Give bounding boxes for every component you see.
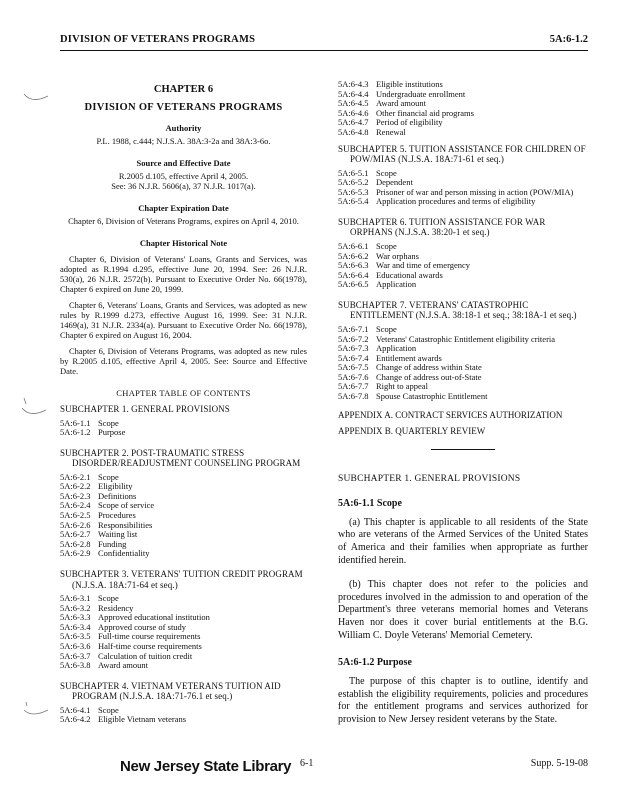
toc-entry-title: Scope [376,167,397,178]
toc-entry-title: Other financial aid programs [376,107,474,118]
toc-entry-number: 5A:6-2.1 [60,471,91,482]
toc-entry [338,392,588,402]
toc-entry-number: 5A:6-7.7 [338,381,369,392]
toc-entry-title: Eligibility [98,481,133,492]
toc-entry-title: Funding [98,538,127,549]
toc-subchapter-title: SUBCHAPTER 2. POST-TRAUMATIC STRESS DISORDER/READJUSTMENT COUNSELING PROGRAM [60,447,301,469]
expiration-heading: Chapter Expiration Date [138,203,229,213]
toc-continued-entries [338,80,588,138]
toc-subchapter-title: SUBCHAPTER 5. TUITION ASSISTANCE FOR CHILDREN OF POW/MIAS (N.J.S.A. 18A:71-61 et seq.) [338,143,586,165]
toc-entry-title: Change of address within State [376,362,482,373]
toc-entry-number: 5A:6-5.3 [338,186,369,197]
toc-entry-title: Confidentiality [98,548,150,559]
margin-mark-icon [22,90,50,104]
toc-entries [60,594,307,671]
toc-entry-title: Scope [376,240,397,251]
left-column [60,62,307,725]
toc-entry-number: 5A:6-7.4 [338,352,369,363]
toc-entry-number: 5A:6-7.5 [338,362,369,373]
toc-entry-title: Scope of service [98,500,155,511]
toc-entry [60,661,307,671]
toc-entry-number: 5A:6-1.2 [60,427,91,438]
toc-entry-title: Eligible Vietnam veterans [98,714,187,725]
toc-entries [60,473,307,559]
margin-mark-icon [20,396,48,420]
toc-entry-number: 5A:6-6.2 [338,250,369,261]
historical-paragraph: Chapter 6, Division of Veterans' Loans, Grants and Services, was adopted as R.1994 d.295, effective June 20, 1994. See: 26 N.J.R. 530(a), 26 N.J.R. 2572(b). Pursuant to Executive Order No. 66(1978), Chapter 6 expired on June 20, 1999. [60,254,307,294]
toc-entry-title: War orphans [376,250,419,261]
source-heading: Source and Effective Date [136,158,231,168]
toc-entry-title: Full-time course requirements [98,631,201,642]
historical-note-heading: Chapter Historical Note [139,238,228,248]
toc-entry-title: Residency [98,602,134,613]
toc-entry-number: 5A:6-3.8 [60,660,91,671]
toc-entry-title: Change of address out-of-State [376,371,482,382]
section-heading: 5A:6-1.1 Scope [338,497,402,509]
toc-entry-title: Right to appeal [376,381,428,392]
toc-entry-number: 5A:6-3.3 [60,612,91,623]
toc-entry-title: Dependent [376,177,413,188]
toc-entry-title: War and time of emergency [376,260,471,271]
right-column [338,80,588,727]
toc-entry [338,280,588,290]
toc-entry-number: 5A:6-6.3 [338,260,369,271]
toc-entry-number: 5A:6-4.2 [60,714,91,725]
toc-title: CHAPTER TABLE OF CONTENTS [116,388,251,398]
source-line: See: 36 N.J.R. 5606(a), 37 N.J.R. 1017(a). [111,181,256,191]
toc-entry-title: Award amount [98,660,148,671]
toc-entry-number: 5A:6-6.5 [338,279,369,290]
toc-entries [338,242,588,290]
historical-paragraph: Chapter 6, Division of Veterans Programs, was adopted as new rules by R.2005 d.105, effective April 4, 2005. See: Source and Effective Date. [60,346,307,376]
toc-entry-number: 5A:6-5.1 [338,167,369,178]
section-paragraph: (a) This chapter is applicable to all residents of the State who are veterans of the Armed Services of the United States of America and their families when appropriate as further identified herein. [338,516,588,567]
appendix-a: APPENDIX A. CONTRACT SERVICES AUTHORIZATION [338,409,563,420]
toc-entry-title: Spouse Catastrophic Entitlement [376,391,488,402]
toc-entry [60,549,307,559]
toc-entry-title: Renewal [376,126,406,137]
section-divider [431,449,495,450]
toc-entry-title: Application [376,279,417,290]
toc-entry-title: Award amount [376,98,426,109]
source-line: R.2005 d.105, effective April 4, 2005. [118,171,249,181]
toc-subchapter-title: SUBCHAPTER 3. VETERANS' TUITION CREDIT PROGRAM (N.J.S.A. 18A:71-64 et seq.) [60,569,303,590]
toc-entry-number: 5A:6-2.2 [60,481,91,492]
toc-entry-number: 5A:6-4.7 [338,117,369,128]
expiration-text: Chapter 6, Division of Veterans Programs, expires on April 4, 2010. [68,216,299,226]
toc-entry-number: 5A:6-4.3 [338,79,369,89]
toc-entry [60,715,307,725]
toc-entry [338,197,588,207]
toc-entry-number: 5A:6-5.2 [338,177,369,188]
toc-entry-number: 5A:6-3.6 [60,641,91,651]
toc-entry-number: 5A:6-4.5 [338,98,369,109]
toc-entry-number: 5A:6-4.1 [60,704,91,715]
toc-entry-title: Scope [376,323,397,334]
chapter-heading: CHAPTER 6 [153,84,214,95]
section-heading: 5A:6-1.2 Purpose [338,656,412,668]
toc-entries [338,169,588,207]
page-number: 6-1 [300,758,314,769]
toc-entry-number: 5A:6-3.4 [60,621,91,632]
toc-entry-title: Application [376,343,417,354]
toc-entry-title: Undergraduate enrollment [376,88,466,99]
toc-entry-title: Half-time course requirements [98,641,202,651]
toc-entry-number: 5A:6-2.8 [60,538,91,549]
margin-mark-icon [22,700,50,720]
toc-entry-number: 5A:6-7.2 [338,333,369,344]
toc-entry-number: 5A:6-3.2 [60,602,91,613]
toc-entries [60,419,307,438]
toc-entry-title: Definitions [98,490,137,501]
supplement-date: Supp. 5-19-08 [530,758,588,769]
toc-entry-number: 5A:6-3.5 [60,631,91,642]
toc-entry-title: Approved course of study [98,621,187,632]
toc-entry-number: 5A:6-4.6 [338,107,369,118]
toc-right [338,144,588,402]
toc-entry-title: Eligible institutions [376,79,443,89]
toc-entry-number: 5A:6-7.8 [338,391,369,402]
toc-entry-title: Scope [98,593,119,604]
toc-left [60,404,307,725]
toc-subchapter-title: SUBCHAPTER 7. VETERANS' CATASTROPHIC ENTITLEMENT (N.J.S.A. 38:18-1 et seq.; 38:18A-1 et seq.) [338,299,577,321]
toc-entry-title: Prisoner of war and person missing in action (POW/MIA) [376,186,574,197]
toc-subchapter-title: SUBCHAPTER 6. TUITION ASSISTANCE FOR WAR ORPHANS (N.J.S.A. 38:20-1 et seq.) [338,216,546,238]
toc-subchapter-title: SUBCHAPTER 4. VIETNAM VETERANS TUITION AID PROGRAM (N.J.S.A. 18A:71-76.1 et seq.) [60,680,281,702]
division-heading: DIVISION OF VETERANS PROGRAMS [84,102,283,113]
toc-entry-title: Educational awards [376,269,443,280]
toc-entry-title: Waiting list [98,529,138,540]
toc-entry-title: Calculation of tuition credit [98,650,193,661]
toc-entry-number: 5A:6-4.8 [338,126,369,137]
body-subchapter-heading: SUBCHAPTER 1. GENERAL PROVISIONS [338,473,521,484]
toc-entries [60,706,307,725]
toc-entry-number: 5A:6-2.3 [60,490,91,501]
toc-entry-number: 5A:6-7.6 [338,371,369,382]
toc-entry [60,428,307,438]
toc-entry-title: Scope [98,704,119,715]
header-section-number: 5A:6-1.2 [549,34,588,45]
toc-entry-title: Veterans' Catastrophic Entitlement eligibility criteria [376,333,556,344]
historical-note [60,254,307,376]
toc-entry-title: Purpose [98,427,126,438]
appendix-b: APPENDIX B. QUARTERLY REVIEW [338,425,486,436]
section-paragraph: The purpose of this chapter is to outline, identify and establish the eligibility requirements, policies and procedures for the entitlement programs and services authorized for provision to New Jersey resident veterans by the State. [338,675,588,726]
toc-entry-number: 5A:6-3.7 [60,650,91,661]
toc-entry-title: Approved educational institution [98,612,210,623]
toc-subchapter-title: SUBCHAPTER 1. GENERAL PROVISIONS [60,404,230,414]
toc-entries [338,325,588,402]
toc-entry-number: 5A:6-7.3 [338,343,369,354]
toc-entry-title: Responsibilities [98,519,153,530]
historical-paragraph: Chapter 6, Veterans' Loans, Grants and Services, was adopted as new rules by R.1999 d.273, effective August 16, 1999. See: 31 N.J.R. 1469(a), 31 N.J.R. 2334(a). Pursuant to Executive Order No. 66(1978), Chapter 6 expired on August 16, 2004. [60,300,307,340]
toc-entry-number: 5A:6-1.1 [60,417,91,428]
section-paragraph: (b) This chapter does not refer to the policies and procedures involved in the admission to and operation of the Department's three veterans memorial homes and Veterans Haven nor does it cover burial entitlements at the B.G. William C. Doyle Veterans' Memorial Cemetery. [338,578,588,642]
toc-entry-number: 5A:6-2.9 [60,548,91,559]
authority-text: P.L. 1988, c.444; N.J.S.A. 38A:3-2a and 38A:3-6o. [96,136,271,146]
authority-heading: Authority [165,123,202,133]
header-title: DIVISION OF VETERANS PROGRAMS [60,34,256,45]
toc-entry-number: 5A:6-3.1 [60,593,91,604]
toc-entry-title: Procedures [98,510,136,521]
toc-entry-number: 5A:6-2.5 [60,510,91,521]
toc-entry-title: Period of eligibility [376,117,443,128]
toc-entry-number: 5A:6-7.1 [338,323,369,334]
toc-entry-number: 5A:6-5.4 [338,196,369,207]
toc-entry-title: Entitlement awards [376,352,442,363]
toc-entry-number: 5A:6-2.6 [60,519,91,530]
toc-entry-title: Scope [98,417,119,428]
running-header [60,34,588,51]
toc-entry-number: 5A:6-6.1 [338,240,369,251]
toc-entry-title: Scope [98,471,119,482]
toc-entry-number: 5A:6-4.4 [338,88,369,99]
toc-entry-number: 5A:6-2.7 [60,529,91,540]
toc-entry-number: 5A:6-2.4 [60,500,91,511]
library-watermark: New Jersey State Library [120,758,292,775]
toc-entry [338,128,588,138]
toc-entry-number: 5A:6-6.4 [338,269,369,280]
toc-entry-title: Application procedures and terms of eligibility [376,196,536,207]
